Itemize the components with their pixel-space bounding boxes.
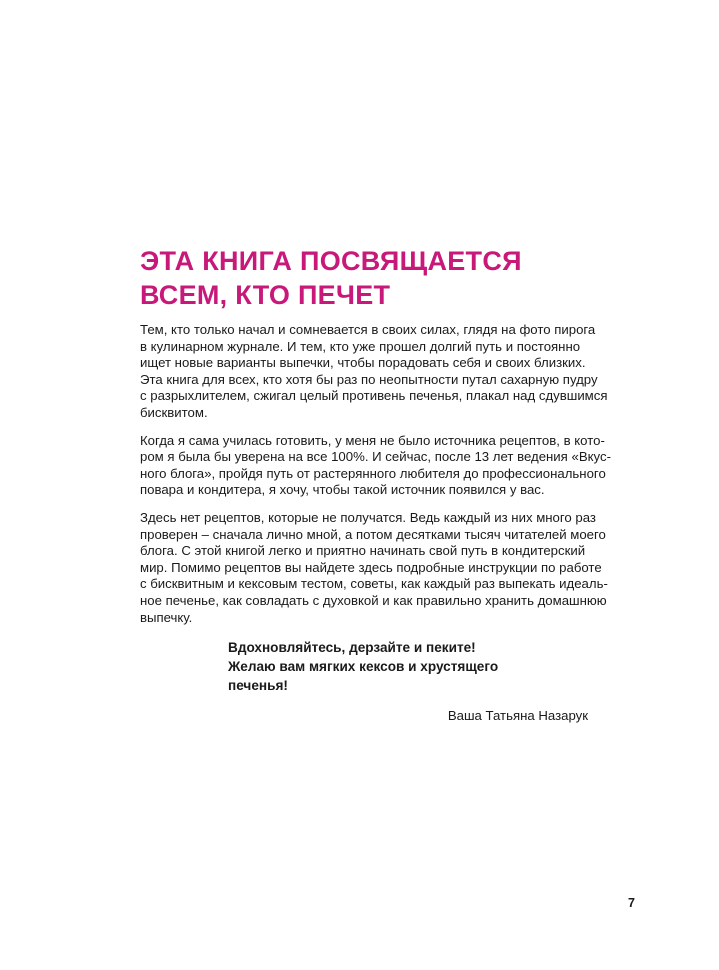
page-number: 7 xyxy=(628,896,635,910)
text-line: в кулинарном журнале. И тем, кто уже прошел долгий путь и постоянно xyxy=(140,338,581,354)
text-line: Тем, кто только начал и сомневается в своих силах, глядя на фото пирога xyxy=(140,322,596,337)
text-line: ищет новые варианты выпечки, чтобы порадовать себя и своих близких. xyxy=(140,355,586,371)
author-signature: Ваша Татьяна Назарук xyxy=(447,708,588,723)
title-line: ВСЕМ, КТО ПЕЧЕТ xyxy=(140,280,391,310)
closing-line: Желаю вам мягких кексов и хрустящего xyxy=(228,659,499,675)
closing-line: печенья! xyxy=(228,678,288,694)
text-line: ром я была бы уверена на все 100%. И сейчас, после 13 лет ведения «Вкус- xyxy=(140,449,611,465)
text-line: выпечку. xyxy=(140,609,193,625)
text-line: Когда я сама училась готовить, у меня не было источника рецептов, в кото- xyxy=(140,432,605,448)
paragraph-2 xyxy=(140,432,611,499)
dedication-title xyxy=(140,244,640,312)
text-line: бисквитом. xyxy=(140,404,208,420)
paragraph-3 xyxy=(140,509,608,626)
closing-wish xyxy=(228,638,588,696)
text-line: ного блога», пройдя путь от растерянного любителя до профессионального xyxy=(140,465,606,481)
text-line: ное печенье, как совладать с духовкой и как правильно хранить домашнюю xyxy=(140,592,607,608)
text-line: с разрыхлителем, сжигал целый противень печенья, плакал над сдувшимся xyxy=(140,388,608,404)
closing-line: Вдохновляйтесь, дерзайте и пеките! xyxy=(228,640,476,655)
text-line: с бисквитным и кексовым тестом, советы, как каждый раз выпекать идеаль- xyxy=(140,576,608,592)
paragraph-1 xyxy=(140,322,608,422)
text-line: Здесь нет рецептов, которые не получатся. Ведь каждый из них много раз xyxy=(140,509,596,525)
text-line: проверен – сначала лично мной, а потом десятками тысяч читателей моего xyxy=(140,526,606,542)
title-line: ЭТА КНИГА ПОСВЯЩАЕТСЯ xyxy=(140,246,522,276)
text-line: Эта книга для всех, кто хотя бы раз по неопытности путал сахарную пудру xyxy=(140,371,598,387)
text-line: мир. Помимо рецептов вы найдете здесь подробные инструкции по работе xyxy=(140,559,602,575)
text-line: блога. С этой книгой легко и приятно начинать свой путь в кондитерский xyxy=(140,543,586,559)
text-line: повара и кондитера, я хочу, чтобы такой источник появился у вас. xyxy=(140,482,545,498)
dedication-body xyxy=(140,322,611,637)
